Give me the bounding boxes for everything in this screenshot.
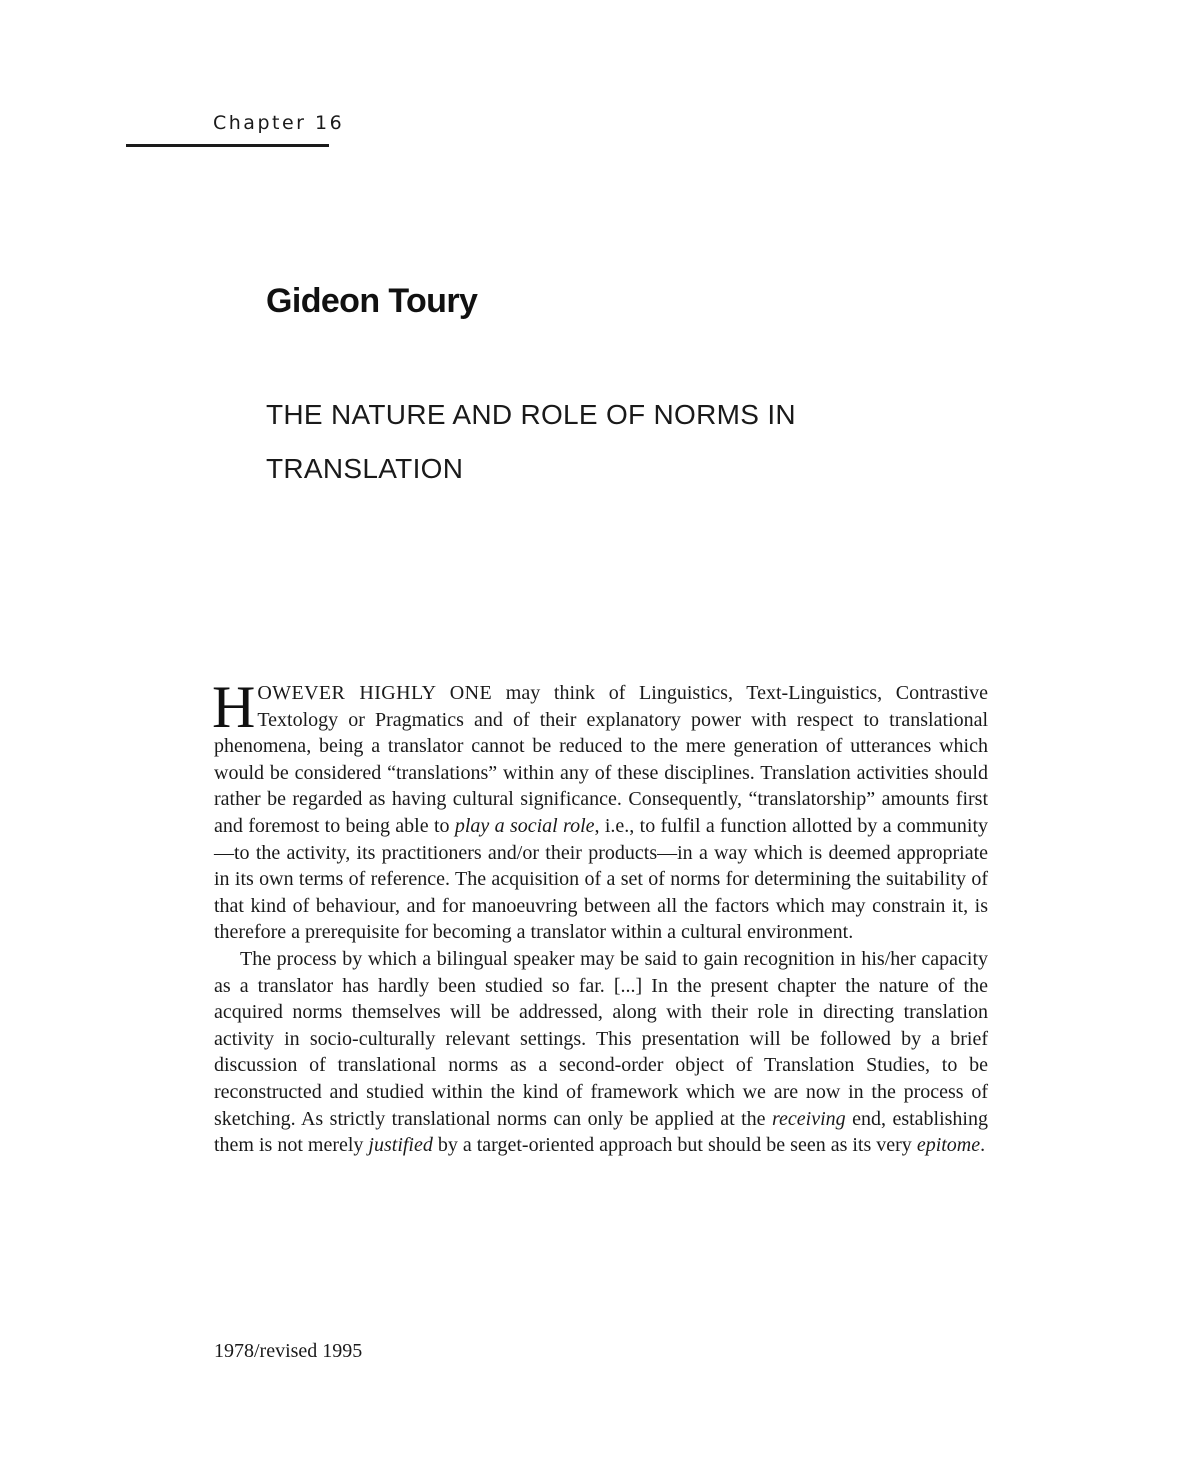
emphasis-play-a-social-role: play a social role: [454, 814, 595, 837]
author-name: Gideon Toury: [266, 282, 478, 320]
paragraph-2-text-4: .: [980, 1134, 986, 1157]
paragraph-2: [214, 946, 988, 1159]
chapter-rule: [126, 144, 329, 147]
paragraph-2-text-3: by a target-oriented approach but should be seen as its very: [432, 1134, 917, 1157]
chapter-label: Chapter 16: [213, 112, 345, 134]
emphasis-epitome: epitome: [916, 1134, 981, 1157]
paragraph-1-text-1: may think of Linguistics, Text-Linguistics, Contrastive Textology or Pragmatics and of their explanatory power with respect to translational phenomena, being a translator cannot be reduced to the mere generation of utterances which would be considered “translations” within any of these disciplines. Translation activities should rather be regarded as having cultural significance. Consequently, “translatorship” amounts first and foremost to being able to: [214, 682, 988, 837]
emphasis-receiving: receiving: [772, 1107, 846, 1130]
paragraph-2-text-2: end, establishing them is not merely: [214, 1107, 988, 1157]
date-note: 1978/revised 1995: [214, 1340, 363, 1362]
paragraph-1-text-2: , i.e., to fulfil a function allotted by a community—to the activity, its practitioners and/or their products—in a way which is deemed appropriate in its own terms of reference. The acquisition of a set of norms for determining the suitability of that kind of behaviour, and for manoeuvring between all the factors which may constrain it, is therefore a prerequisite for becoming a translator within a cultural environment.: [214, 814, 989, 944]
body-text: [212, 674, 989, 1159]
chapter-title: THE NATURE AND ROLE OF NORMS IN TRANSLATION: [266, 399, 796, 484]
paragraph-1: [212, 674, 989, 946]
lead-in: OWEVER HIGHLY ONE: [257, 682, 493, 704]
paragraph-2-text-1: The process by which a bilingual speaker may be said to gain recognition in his/her capacity as a translator has hardly been studied so far. [...] In the present chapter the nature of the acquired norms themselves will be addressed, along with their role in directing translation activity in socio-culturally relevant settings. This presentation will be followed by a brief discussion of translational norms as a second-order object of Translation Studies, to be reconstructed and studied within the kind of framework which we are now in the process of sketching. As strictly translational norms can only be applied at the: [214, 947, 988, 1130]
emphasis-justified: justified: [368, 1134, 433, 1157]
drop-cap: H: [212, 674, 256, 740]
